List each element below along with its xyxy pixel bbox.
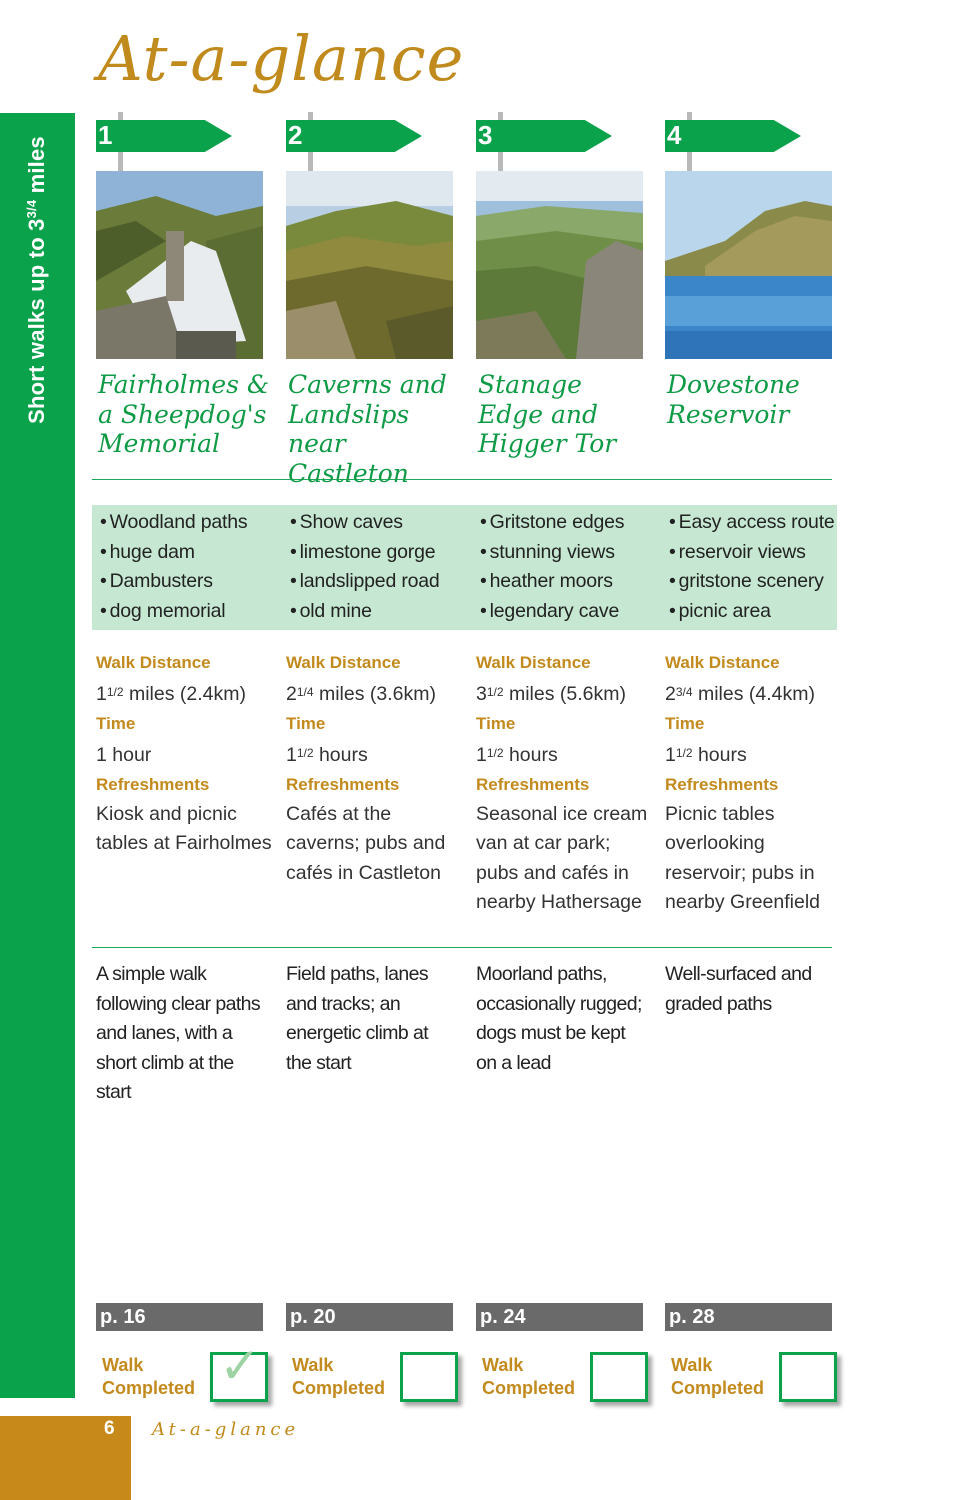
walk-number: 2: [288, 120, 303, 150]
walk-completed-checkbox[interactable]: [779, 1352, 837, 1402]
walk-completed-checkbox[interactable]: [590, 1352, 648, 1402]
feature-list: [100, 508, 247, 626]
walk-info: [286, 648, 464, 888]
feature-item: • old mine: [290, 597, 440, 627]
refreshments-value: Picnic tables overlooking reservoir; pubs in nearby Greenfield: [665, 802, 821, 913]
walk-description: Moorland paths, occasionally rugged; dogs must be kept on a lead: [476, 963, 642, 1074]
feature-item: • heather moors: [480, 567, 624, 597]
hills-photo: [286, 171, 453, 359]
walk-sign: [476, 112, 616, 172]
feature-item: • limestone gorge: [290, 538, 440, 568]
walk-number: 1: [98, 120, 113, 150]
refreshments-label: Refreshments: [476, 775, 590, 794]
distance-label: Walk Distance: [665, 653, 780, 672]
refreshments-value: Seasonal ice cream van at car park; pubs and cafés in nearby Hathersage: [476, 802, 648, 913]
time-label: Time: [665, 714, 705, 733]
feature-item: • stunning views: [480, 538, 624, 568]
arrow-sign-icon: [476, 120, 612, 152]
distance-label: Walk Distance: [476, 653, 591, 672]
feature-item: • landslipped road: [290, 567, 440, 597]
walk-completed-checkbox[interactable]: [400, 1352, 458, 1402]
footer-title: At-a-glance: [152, 1419, 300, 1440]
distance-label: Walk Distance: [286, 653, 401, 672]
arrow-sign-icon: [665, 120, 801, 152]
refreshments-value: Cafés at the caverns; pubs and cafés in Castleton: [286, 802, 446, 884]
walk-column-2: [286, 0, 464, 1500]
arrow-sign-icon: [96, 120, 232, 152]
time-value: $1^{1/2}$ hours: [476, 743, 558, 766]
walk-description: A simple walk following clear paths and lanes, with a short climb at the start: [96, 963, 261, 1103]
distance-value: $3^{1/2}$ miles (5.6km): [476, 682, 626, 705]
feature-item: • reservoir views: [669, 538, 835, 568]
feature-item: • dog memorial: [100, 597, 247, 627]
walk-sign: [286, 112, 426, 172]
refreshments-label: Refreshments: [96, 775, 210, 794]
feature-list: [290, 508, 440, 626]
feature-list: [669, 508, 835, 626]
walk-title: Caverns and Landslips near Castleton: [288, 370, 447, 488]
time-label: Time: [96, 714, 136, 733]
distance-value: $2^{3/4}$ miles (4.4km): [665, 682, 815, 705]
time-value: $1^{1/2}$ hours: [286, 743, 368, 766]
time-value: $1^{1/2}$ hours: [665, 743, 747, 766]
distance-label: Walk Distance: [96, 653, 211, 672]
time-label: Time: [286, 714, 326, 733]
page-reference: p. 28: [665, 1303, 832, 1331]
feature-item: • huge dam: [100, 538, 247, 568]
walk-number: 4: [667, 120, 682, 150]
refreshments-label: Refreshments: [665, 775, 779, 794]
side-label: Short walks up to $3^{3/4}$ miles: [23, 136, 50, 424]
page-reference: p. 20: [286, 1303, 453, 1331]
walk-description: Field paths, lanes and tracks; an energetic climb at the start: [286, 963, 429, 1074]
feature-item: • gritstone scenery: [669, 567, 835, 597]
checkmark-icon: ✓: [219, 1338, 261, 1394]
feature-item: • Easy access route: [669, 508, 835, 538]
walk-info: [665, 648, 843, 918]
dam-photo: [96, 171, 263, 359]
walk-description: Well-surfaced and graded paths: [665, 963, 812, 1015]
walk-column-1: [96, 0, 274, 1500]
walk-column-3: [476, 0, 654, 1500]
arrow-sign-icon: [286, 120, 422, 152]
walk-info: [476, 648, 654, 918]
page-number: 6: [104, 1418, 115, 1439]
feature-item: • picnic area: [669, 597, 835, 627]
walk-title: Stanage Edge and Higger Tor: [478, 370, 617, 458]
feature-item: • Woodland paths: [100, 508, 247, 538]
walk-completed-checkbox[interactable]: [210, 1338, 268, 1402]
walk-sign: [665, 112, 805, 172]
feature-item: • Dambusters: [100, 567, 247, 597]
feature-item: • Show caves: [290, 508, 440, 538]
walk-completed-label: Walk Completed: [102, 1355, 196, 1398]
walk-completed-label: Walk Completed: [292, 1355, 386, 1398]
feature-item: • Gritstone edges: [480, 508, 624, 538]
edge-photo: [476, 171, 643, 359]
walk-info: [96, 648, 274, 859]
refreshments-label: Refreshments: [286, 775, 400, 794]
walk-number: 3: [478, 120, 493, 150]
distance-value: $1^{1/2}$ miles (2.4km): [96, 682, 246, 705]
walk-completed-label: Walk Completed: [482, 1355, 576, 1398]
walk-title: Fairholmes & a Sheepdog's Memorial: [98, 370, 270, 458]
time-label: Time: [476, 714, 516, 733]
walk-sign: [96, 112, 236, 172]
page-reference: p. 24: [476, 1303, 643, 1331]
walk-column-4: [665, 0, 843, 1500]
refreshments-value: Kiosk and picnic tables at Fairholmes: [96, 802, 272, 854]
reservoir-photo: [665, 171, 832, 359]
walk-title: Dovestone Reservoir: [667, 370, 800, 429]
walk-completed-label: Walk Completed: [671, 1355, 765, 1398]
time-value: 1 hour: [96, 743, 152, 766]
feature-item: • legendary cave: [480, 597, 624, 627]
feature-list: [480, 508, 624, 626]
page-title: At-a-glance: [98, 22, 465, 95]
distance-value: $2^{1/4}$ miles (3.6km): [286, 682, 436, 705]
page-reference: p. 16: [96, 1303, 263, 1331]
